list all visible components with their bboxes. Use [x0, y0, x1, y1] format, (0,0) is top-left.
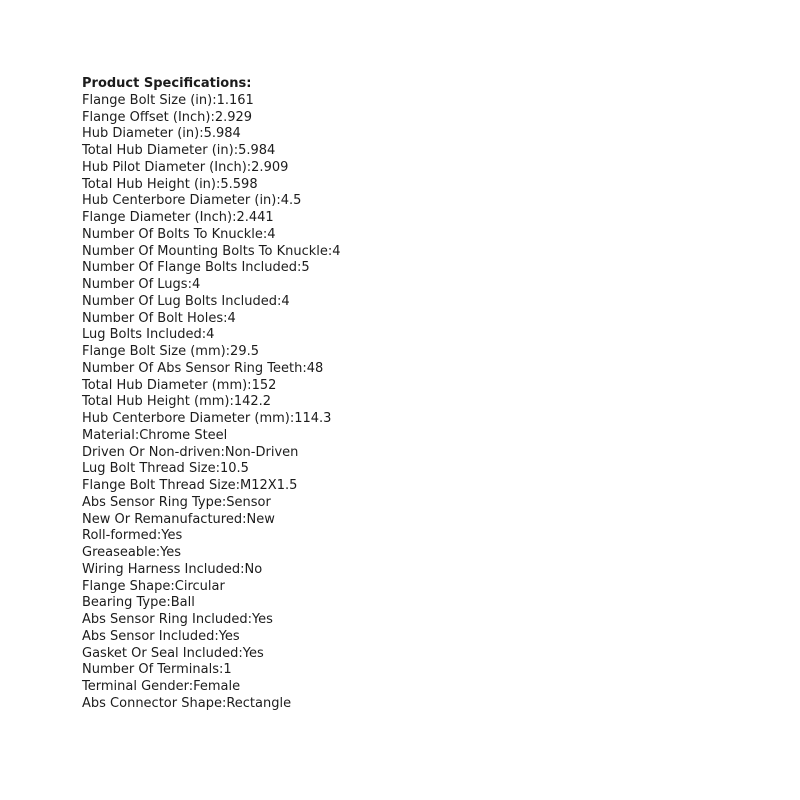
spec-line: Terminal Gender:Female	[82, 679, 241, 694]
spec-line: Wiring Harness Included:No	[82, 561, 263, 577]
spec-line: Total Hub Diameter (mm):152	[82, 377, 277, 393]
spec-line: Gasket Or Seal Included:Yes	[82, 645, 264, 661]
spec-line: Total Hub Height (mm):142.2	[82, 394, 272, 410]
spec-line: Flange Bolt Size (mm):29.5	[82, 344, 260, 359]
spec-line: Hub Diameter (in):5.984	[82, 126, 241, 142]
spec-line: New Or Remanufactured:New	[82, 511, 275, 527]
spec-line: Flange Offset (Inch):2.929	[82, 109, 253, 125]
spec-line: Number Of Lug Bolts Included:4	[82, 293, 290, 309]
spec-line: Abs Sensor Ring Type:Sensor	[82, 494, 271, 510]
spec-line: Number Of Bolts To Knuckle:4	[82, 226, 276, 242]
spec-line: Abs Sensor Included:Yes	[82, 628, 240, 644]
spec-line: Abs Connector Shape:Rectangle	[82, 695, 292, 711]
spec-line: Number Of Terminals:1	[82, 662, 232, 678]
spec-line: Hub Pilot Diameter (Inch):2.909	[82, 159, 289, 175]
spec-line: Flange Diameter (Inch):2.441	[82, 210, 274, 225]
spec-line: Flange Shape:Circular	[82, 578, 225, 594]
spec-line: Hub Centerbore Diameter (mm):114.3	[82, 411, 332, 426]
spec-line: Lug Bolt Thread Size:10.5	[82, 461, 249, 477]
spec-line: Flange Bolt Size (in):1.161	[82, 92, 254, 108]
spec-line: Bearing Type:Ball	[82, 595, 195, 611]
spec-line: Total Hub Height (in):5.598	[82, 176, 258, 192]
spec-line: Number Of Bolt Holes:4	[82, 310, 236, 326]
spec-line: Number Of Flange Bolts Included:5	[82, 260, 310, 276]
spec-line: Flange Bolt Thread Size:M12X1.5	[82, 478, 298, 493]
spec-line: Number Of Mounting Bolts To Knuckle:4	[82, 243, 341, 259]
spec-line: Total Hub Diameter (in):5.984	[82, 143, 276, 158]
spec-line: Roll-formed:Yes	[82, 528, 183, 544]
spec-line: Abs Sensor Ring Included:Yes	[82, 612, 273, 627]
spec-line: Greaseable:Yes	[82, 545, 182, 560]
specs-title: Product Specifications:	[82, 76, 252, 91]
spec-line: Lug Bolts Included:4	[82, 327, 215, 343]
spec-list	[82, 93, 341, 713]
specifications-block	[82, 76, 341, 713]
spec-line: Number Of Lugs:4	[82, 277, 201, 292]
spec-line: Hub Centerbore Diameter (in):4.5	[82, 193, 302, 209]
spec-line: Material:Chrome Steel	[82, 427, 228, 443]
spec-line: Driven Or Non-driven:Non-Driven	[82, 444, 299, 460]
spec-line: Number Of Abs Sensor Ring Teeth:48	[82, 360, 324, 376]
